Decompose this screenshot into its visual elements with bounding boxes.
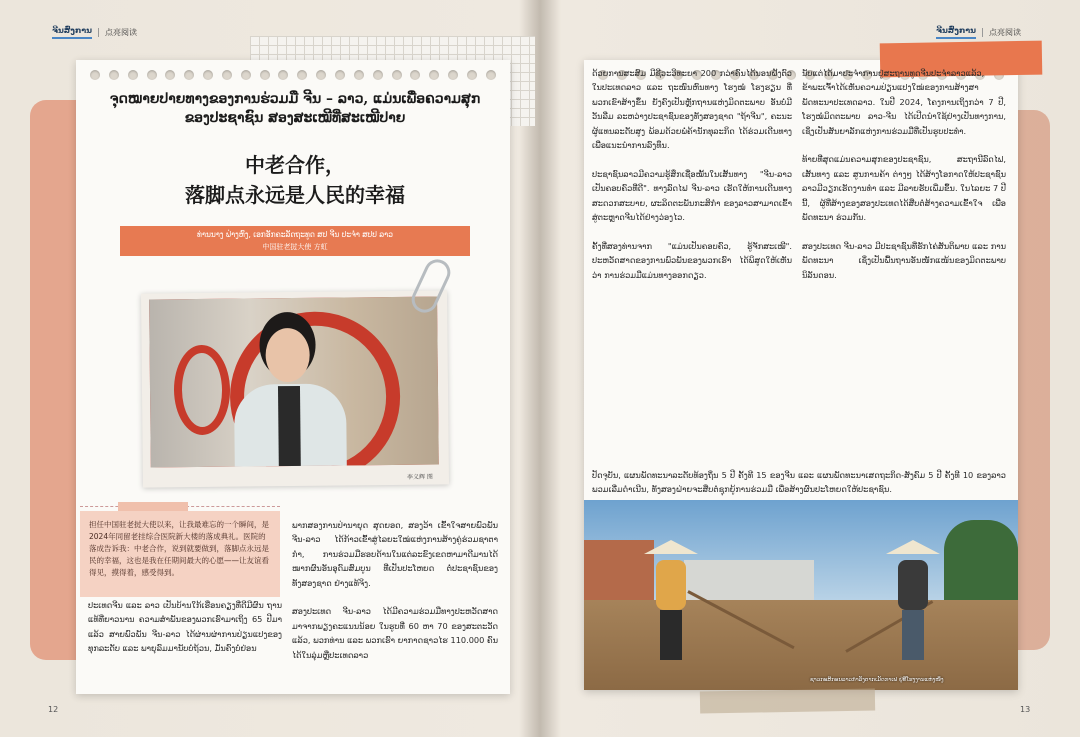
body-column-right-tail: ປັດຈຸບັນ, ແຜນພັດທະນາລະດັບທ້ອງຖິ່ນ 5 ປີ ຄັ້ງທີ 15 ຂອງຈີນ ແລະ ແຜນພັດທະນາເສດຖະກິດ-ສັງຄົມ 5 ປີ ຄັ້ງທີ 10 ຂອງລາວ ພວມເລີ່ມດໍາເນີນ, ທັງສອງຝ່າຍຈະສືບຕໍ່ຊຸກຍູ້ການຮ່ວມມື ເພື່ອສ້າງຜົນປະໂຫຍດໃຫ້ປະຊາຊົນ.: [592, 470, 1006, 495]
running-head-left: [52, 26, 137, 39]
bottom-tape: [700, 688, 875, 713]
body-column-left-1: ປະເທດຈີນ ແລະ ລາວ ເປັນບ້ານໃກ້ເຮືອນຄຽງທີ່ດີມີຜົນ ຖານແທ້ທີ່ຍາວນານ ຄວາມສໍາພັນຂອງພວກເຮົາມາເຖິງ 65 ປີມາແລ້ວ ສາຍພົວພັນ ຈີນ-ລາວ ໄດ້ຜ່ານຜ່າການປ່ຽນແປງຂອງທຸກລະດັບ ແລະ ພາຍຸລົມມານັບບໍ່ຖ້ວນ, ມັ່ນຄົງບໍ່ຢ່ອນ: [88, 600, 282, 654]
body-column-left-2: ພາກສອງການປ່ານາຍຸດ ສຸດຍອດ, ສອງວ້າ ເຂົ້າໃຈສາຍພົວພັນ ຈີນ-ລາວ ໄດ້ກ້າວເຂົ້າສູ່ໄລຍະໃໝ່ແຫ່ງການສ້າງຄູ່ຮ່ວມຊາຕາກໍາ, ການຮ່ວມມືຮອບດ້ານໃນແຕ່ລະຂົງເຂດຫາມາດີມານໄດ້ໝາກຜົນອັນອຸດົມສົມບູນ ທີ່ເປັນປະໂຫຍດ ຕໍ່ປະຊາຊົນຂອງທັງສອງຊາດ ຢ່າງແທ້ຈິງ. ສອງປະເທດ ຈີນ-ລາວ ໄດ້ມີຄວາມຮ່ວມມືທາງປະຫວັດສາດມາຈາກພຽງຄະແນນນ້ອຍ ໃນຮູບທີ່ 60 ຫາ 70 ຂອງສະຕະວັດແລ້ວ, ພວກທ່ານ ແລະ ພວກເຮົາ ຍາກາດຊາວໄຮ 110.000 ຄົນ ໄດ້ໃນລຸ່ມຫຼືປະເທດລາວ: [292, 520, 498, 660]
ambassador-photo: [149, 297, 439, 468]
coffee-farm-photo: [584, 500, 1018, 690]
binder-holes: [90, 70, 496, 82]
section-name: 点亮阅读: [104, 28, 137, 37]
photo-credit: 李义辉 图: [406, 473, 433, 481]
byline-chinese: 中国驻老挝大使 方虹: [262, 243, 328, 251]
section-name: 点亮阅读: [988, 28, 1021, 37]
magazine-brand: ຈີນສົ່ງການ: [52, 26, 92, 39]
page-number-right: 13: [1020, 705, 1031, 714]
body-column-right-2: ນັບແຕ່ໄດ້ມາປະຈໍາການຢູ່ສະຖານທູດຈີນປະຈໍາລາວແລ້ວ, ຂ້າພະເຈົ້າໄດ້ເຫັນຄວາມປ່ຽນແປງໃໝ່ຂອງການສ້າງສາ ພັດທະນາປະເທດລາວ. ໃນປີ 2024, ໂຄງການເຖິງກວ່າ 7 ປີ, ໂຮງໝໍມິດຕະພາບ ລາວ-ຈີນ ໄດ້ເປີດນໍາໃຊ້ຢ່າງເປັນທາງການ, ເຊິ່ງເປັນສັນຍາລັກແຫ່ງການຮ່ວມມືທີ່ເປັນຮູບປະທໍາ. ທ້າຍທີ່ສຸດແມ່ນຄວາມສຸກຂອງປະຊາຊົນ, ສະຖານີລົດໄຟ, ເສັ້ນທາງ ແລະ ສູນການຄ້າ ຕ່າງໆ ໄດ້ສ້າງໂອກາດໃຫ້ປະຊາຊົນລາວມີວຽກເຮັດງານທໍາ ແລະ ມີລາຍຮັບເພີ່ມຂຶ້ນ. ໃນໄລຍະ 7 ປີນີ້, ຜູ້ທີ່ສ້າງຂອງສອງປະເທດໄດ້ສືບຕໍ່ສ້າງຄວາມເຂົ້າໃຈ ເພື່ອພັດທະນາ ຮ່ວມກັນ. ສອງປະເທດ ຈີນ-ລາວ ມີປະຊາຊົນທີ່ຮັກໄຄ່ສັນຕິພາບ ແລະ ການພັດທະນາ ເຊິ່ງເປັນພື້ນຖານອັນໜັກແໜ້ນຂອງມິດຕະພາບນິລັນດອນ.: [802, 68, 1006, 280]
body-column-right-1: ດ້ວຍການສະສົມ ມີຊີວະວິທະຍາ 200 ກວ່າຄົນໄດ້ນອນຝັງຕົວໃນປະເທດລາວ ແລະ ຖະໜົນຫົນທາງ ໂຮງໝໍ ໂຮງຮຽນ ທີ່ພວກເຂົາສ້າງຂຶ້ນ ຍັງຄົງເປັນຫຼັກຖານແຫ່ງມິດຕະພາບ ອັນບໍ່ມີວັນລືມ ລະຫວ່າງປະຊາຊົນຂອງທັງສອງຊາດ "ຖ້າຈີນ", ຄະນະຜູ້ແທນລະດັບສູງ ພ້ອມດ້ວຍພໍ່ຄ້ານັກທຸລະກິດ ໄດ້ຮ່ວມເດີນທາງເພື່ອແນະນໍາການລົງທຶນ. ປະຊາຊົນລາວມີຄວາມຮູ້ສຶກເຊື່ອໝັ້ນໃນເສັ້ນທາງ "ຈີນ-ລາວ ເປັນຄອບຄົວທີ່ດີ". ທາງລົດໄຟ ຈີນ-ລາວ ເຮັດໃຫ້ການເດີນທາງສະດວກສະບາຍ, ຜະລິດຕະພັນກະສິກໍາ ຂອງລາວສາມາດເຂົ້າສູ່ຕະຫຼາດຈີນໄດ້ຢ່າງວ່ອງໄວ. ຄັ້ງທີ່ສອງທ່ານຈາກ "ແມ່ນເປັນຄອບຄົວ, ຮູ້ຈັກສະເໝີ". ປະຫວັດສາດຂອງການພົວພັນຂອງພວກເຮົາ ໄດ້ພິສູດໃຫ້ເຫັນວ່າ ການຮ່ວມມືແມ່ນທາງອອກດຽວ.: [592, 68, 792, 280]
chinese-headline-line1: 中老合作，: [245, 153, 345, 177]
left-decor-tab: [30, 100, 80, 660]
lao-headline: ຈຸດໝາຍປາຍທາງຂອງການຮ່ວມມື ຈີນ – ລາວ, ແມ່ນເພື່ອຄວາມສຸກຂອງປະຊາຊົນ ສອງສະເໝີທີ່ສະເໝີປາຍ: [109, 91, 481, 126]
chinese-headline-line2: 落脚点永远是人民的幸福: [185, 183, 405, 207]
ambassador-photo-frame: [141, 290, 449, 487]
divider: [982, 28, 983, 37]
divider: [98, 28, 99, 37]
running-head-right: [936, 26, 1021, 39]
photo-caption: ຊາວກະສິກອນລາວກໍາລັງຕາກເມັດກາເຟ ຢູ່ທີ່ໂຮງງານແຫ່ງໜຶ່ງ: [810, 677, 944, 683]
byline-lao: ທ່ານນາງ ຟ່າງຫົງ, ເອກອັກຄະລັດຖະທູດ ສປ ຈີນ ປະຈໍາ ສປປ ລາວ: [197, 230, 393, 239]
magazine-brand: ຈີນສົ່ງການ: [936, 26, 976, 39]
chinese-headline: [100, 150, 490, 210]
pull-quote: 担任中国驻老挝大使以来，让我最难忘的一个瞬间，是2024年同留老挂综合医院新大楼的落成典礼。医院的落成告诉我：中老合作，说到就要做到，落脚点永远是民的幸福，这也是我在任期间最大的心愿——让友谊看得见，摸得着，感受得到。: [80, 511, 280, 597]
byline-banner: [120, 226, 470, 256]
page-number-left: 12: [48, 705, 59, 714]
